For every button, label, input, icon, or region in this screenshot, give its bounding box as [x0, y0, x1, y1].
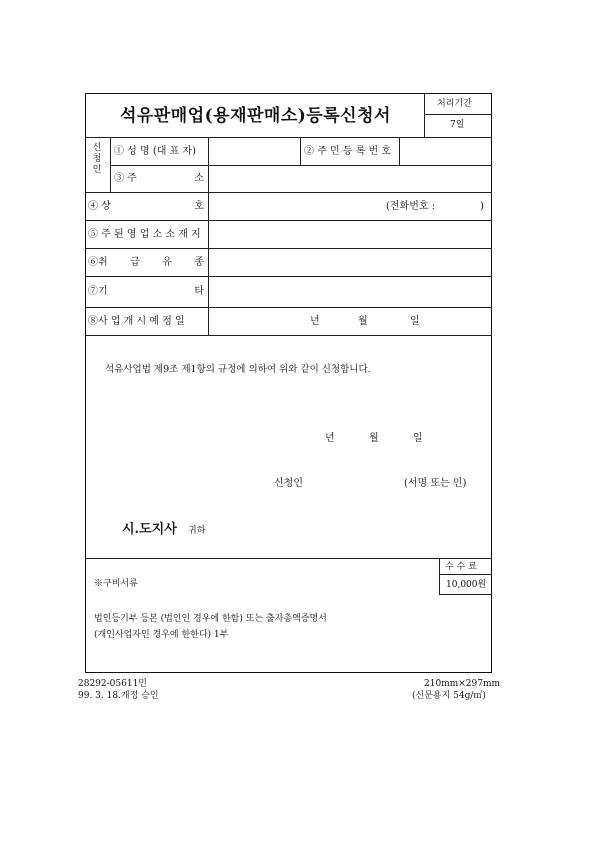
rule-fee-bottom — [439, 594, 492, 595]
rule-row2 — [85, 192, 492, 193]
rule-row3 — [85, 220, 492, 221]
rule-body-bottom — [85, 558, 492, 559]
form-code: 28292-05611민 — [78, 679, 147, 689]
rule-row1 — [110, 165, 492, 166]
trade-name-label-b: 호 — [194, 201, 204, 212]
rule-row4 — [85, 248, 492, 249]
address-field[interactable] — [210, 167, 490, 191]
rule-label-column — [208, 137, 209, 335]
required-documents-line1: 법인등기부 등본 (법인인 경우에 한함) 또는 출자총액증명서 — [94, 614, 327, 624]
required-documents-heading: ※구비서류 — [94, 579, 138, 589]
required-documents-line2: (개인사업자인 경우에 한한다) 1부 — [94, 630, 229, 640]
name-representative-field[interactable] — [210, 140, 298, 164]
recipient-suffix: 귀하 — [188, 526, 206, 536]
oil-type-label-b: 급 — [130, 257, 140, 268]
main-office-field[interactable] — [210, 223, 490, 247]
rule-row5 — [85, 276, 492, 277]
processing-period-value: 7일 — [450, 120, 465, 130]
start-date-label: ⑧사 업 개 시 예 정 일 — [88, 316, 185, 327]
resident-number-field[interactable] — [401, 140, 490, 164]
phone-label: (전화번호 : — [386, 201, 436, 212]
rule-fee-left — [439, 558, 440, 594]
resident-number-label: ② 주 민 등 록 번 호 — [304, 146, 392, 157]
form-approval: 99. 3. 18.개정 승인 — [78, 691, 159, 701]
other-field[interactable] — [210, 279, 490, 306]
trade-name-label-a: ④ 상 — [88, 201, 111, 212]
paper-type: (신문용지 54g/㎡) — [412, 691, 486, 701]
application-date-month: 월 — [369, 433, 379, 444]
phone-close: ) — [480, 201, 484, 212]
rule-applicant-group — [110, 137, 111, 192]
fee-amount: 10,000원 — [446, 580, 487, 590]
address-label — [114, 173, 204, 185]
signature-note: (서명 또는 인) — [404, 478, 467, 489]
address-label-b: 소 — [194, 173, 204, 184]
application-statement: 석유사업법 제9조 제1항의 규정에 의하여 위와 같이 신청합니다. — [105, 364, 371, 375]
oil-type-label-d: 종 — [194, 257, 204, 268]
other-label-a: ⑦기 — [88, 286, 108, 297]
rule-row6 — [85, 307, 492, 308]
name-representative-label: ① 성 명 (대 표 자) — [114, 146, 196, 157]
recipient: 시.도지사 — [122, 522, 177, 537]
fee-label: 수 수 료 — [445, 562, 477, 572]
rule-row1-mid-b — [399, 137, 400, 165]
oil-type-label-c: 유 — [162, 257, 172, 268]
application-date-year: 년 — [325, 433, 335, 444]
rule-row1-mid-a — [300, 137, 301, 165]
rule-processing-split — [424, 114, 492, 115]
rule-row7 — [85, 335, 492, 336]
start-date-year: 년 — [310, 316, 320, 327]
oil-type-field[interactable] — [210, 251, 490, 275]
processing-period-label: 처리기간 — [437, 99, 472, 109]
start-date-day: 일 — [410, 316, 420, 327]
other-label-b: 타 — [194, 286, 204, 297]
main-office-label: ⑤ 주 된 영 업 소 소 재 지 — [88, 229, 201, 240]
rule-fee-split — [439, 574, 492, 575]
phone-field[interactable] — [448, 195, 478, 219]
rule-processing-left — [424, 93, 425, 137]
applicant-group-label — [92, 143, 104, 176]
oil-type-label-a: ⑥취 — [88, 257, 108, 268]
trade-name-field[interactable] — [210, 195, 380, 219]
applicant-signature-label: 신청인 — [274, 478, 303, 489]
address-label-a: ③ 주 — [114, 173, 137, 184]
page-title: 석유판매업(용재판매소)등록신청서 — [120, 106, 391, 126]
trade-name-label — [88, 201, 204, 213]
start-date-month: 월 — [358, 316, 368, 327]
oil-type-label — [88, 257, 204, 269]
paper-size: 210mm×297mm — [424, 679, 501, 689]
other-label — [88, 286, 204, 298]
applicant-group-text: 신청인 — [92, 143, 102, 175]
application-date-day: 일 — [413, 433, 423, 444]
rule-title-bottom — [85, 137, 492, 138]
